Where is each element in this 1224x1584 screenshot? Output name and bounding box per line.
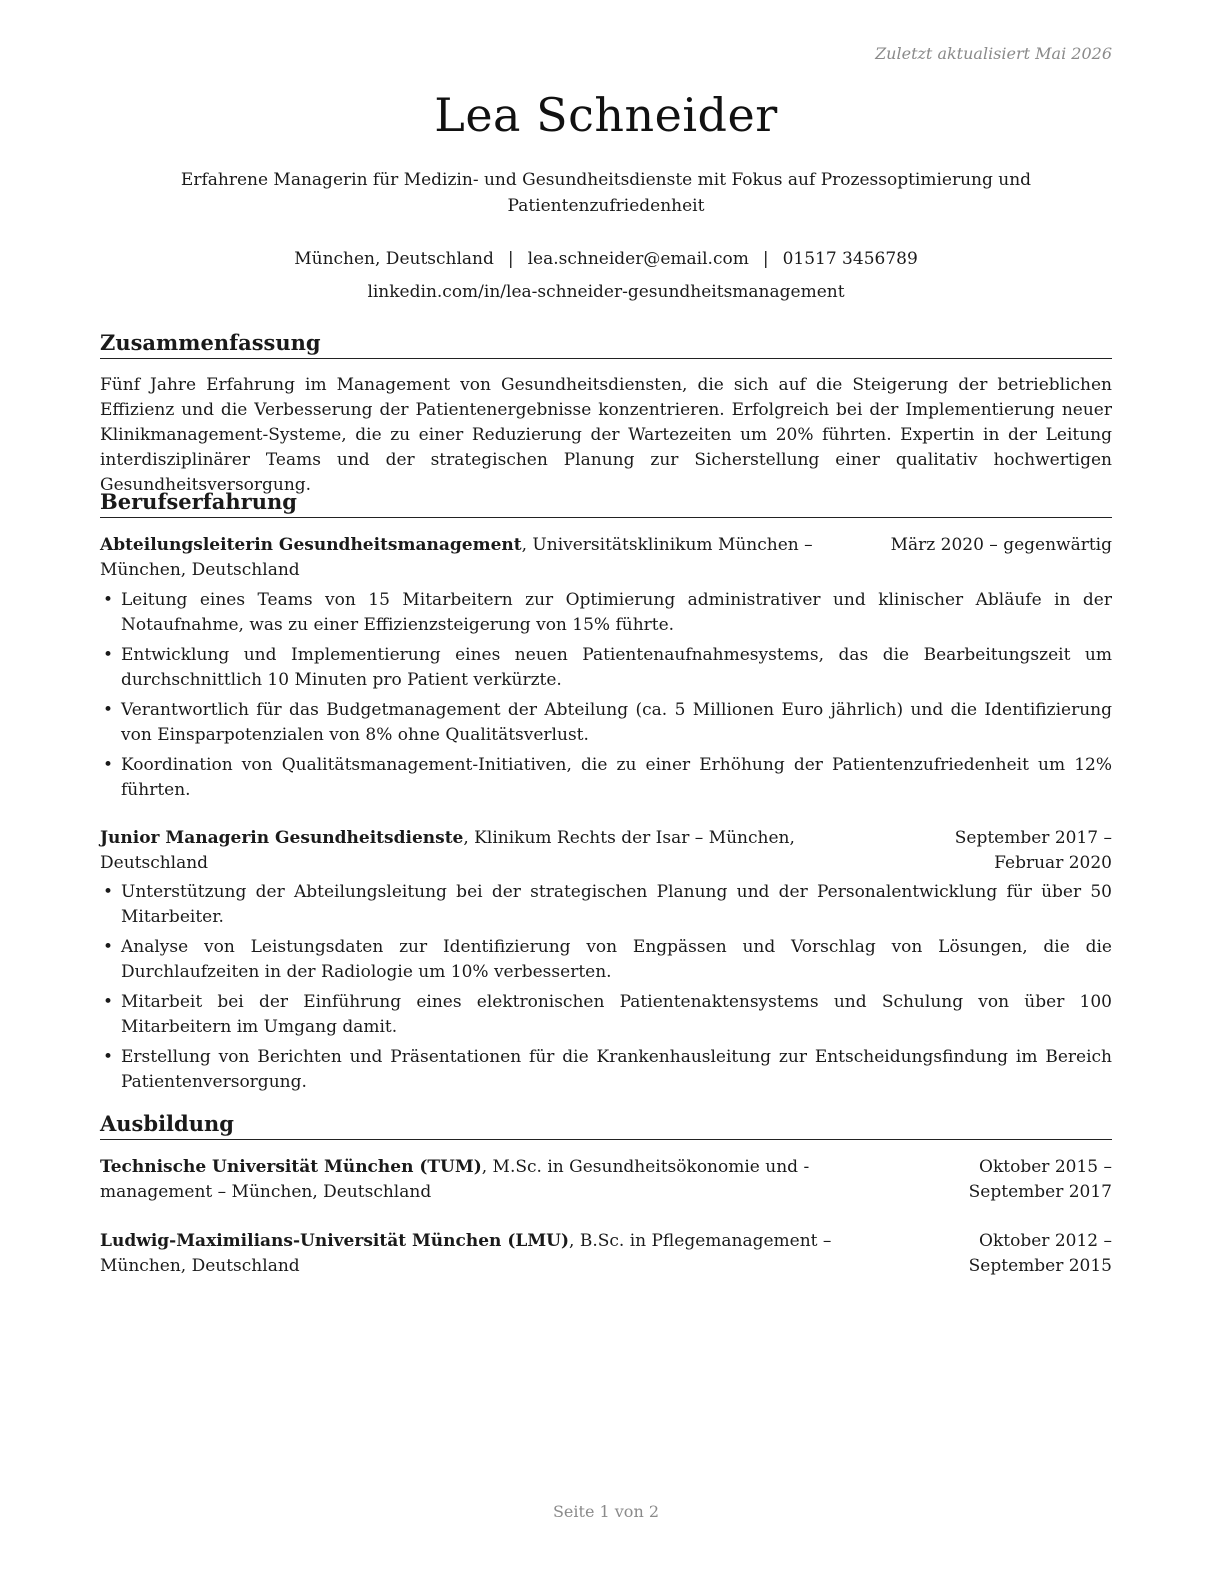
list-item: • Koordination von Qualitätsmanagement-Initiativen, die zu einer Erhöhung der Patientenzufriedenheit um 12% führten. xyxy=(103,755,1112,800)
school-name: Technische Universität München (TUM) xyxy=(100,1157,482,1177)
contact-line xyxy=(100,246,1112,272)
bullet-icon: • xyxy=(103,1047,114,1067)
section-title-experience: Berufserfahrung xyxy=(100,488,1112,518)
section-title-summary: Zusammenfassung xyxy=(100,329,1112,359)
bullet-icon: • xyxy=(103,755,114,775)
bullet-icon: • xyxy=(103,992,114,1012)
list-item: • Verantwortlich für das Budgetmanagement der Abteilung (ca. 5 Millionen Euro jährlich) und die Identifizierung von Einsparpotenzialen von 8% ohne Qualitätsverlust. xyxy=(103,700,1112,745)
list-item: • Erstellung von Berichten und Präsentationen für die Krankenhausleitung zur Entscheidungsfindung im Bereich Patientenversorgung. xyxy=(103,1047,1112,1092)
job-title-line xyxy=(100,826,880,876)
phone: 01517 3456789 xyxy=(782,249,918,269)
list-item: • Leitung eines Teams von 15 Mitarbeitern zur Optimierung administrativer und klinischer Abläufe in der Notaufnahme, was zu einer Effizienzsteigerung von 15% führte. xyxy=(103,590,1112,635)
last-updated: Zuletzt aktualisiert Mai 2026 xyxy=(875,44,1112,63)
job-bullets xyxy=(100,588,1112,808)
page-number: Seite 1 von 2 xyxy=(552,1502,660,1521)
bullet-icon: • xyxy=(103,645,114,665)
education-dates: Oktober 2015 – September 2017 xyxy=(968,1157,1112,1202)
linkedin-link[interactable]: linkedin.com/in/lea-schneider-gesundheitsmanagement xyxy=(367,282,845,302)
education-item xyxy=(100,1229,1112,1279)
education-dates: Oktober 2012 – September 2015 xyxy=(968,1231,1112,1276)
job-role: Junior Managerin Gesundheitsdienste xyxy=(100,828,464,848)
bullet-icon: • xyxy=(103,700,114,720)
bullet-icon: • xyxy=(103,882,114,902)
email-link[interactable]: lea.schneider@email.com xyxy=(527,249,749,269)
degree: , M.Sc. in Gesundheitsökonomie und -management – München, Deutschland xyxy=(100,1157,810,1202)
separator: | xyxy=(507,249,514,269)
resume-page xyxy=(100,0,1112,1584)
job-dates: März 2020 – gegenwärtig xyxy=(890,535,1112,555)
job-org: , Universitätsklinikum München – München, Deutschland xyxy=(100,535,813,580)
job-header xyxy=(100,826,1112,876)
job-header xyxy=(100,533,1112,583)
bullet-icon: • xyxy=(103,590,114,610)
headline: Erfahrene Managerin für Medizin- und Gesundheitsdienste mit Fokus auf Prozessoptimierung und Patientenzufriedenheit xyxy=(180,170,1032,216)
bullet-icon: • xyxy=(103,937,114,957)
job-bullets xyxy=(100,880,1112,1100)
section-title-education: Ausbildung xyxy=(100,1110,1112,1140)
list-item: • Entwicklung und Implementierung eines neuen Patientenaufnahmesystems, das die Bearbeitungszeit um durchschnittlich 10 Minuten pro Patient verkürzte. xyxy=(103,645,1112,690)
education-title-line xyxy=(100,1155,880,1205)
degree: , B.Sc. in Pflegemanagement – München, Deutschland xyxy=(100,1231,832,1276)
list-item: • Mitarbeit bei der Einführung eines elektronischen Patientenaktensystems und Schulung von über 100 Mitarbeitern im Umgang damit. xyxy=(103,992,1112,1037)
education-item xyxy=(100,1155,1112,1205)
job-title-line xyxy=(100,533,880,583)
list-item: • Unterstützung der Abteilungsleitung bei der strategischen Planung und der Personalentwicklung für über 50 Mitarbeiter. xyxy=(103,882,1112,927)
job-role: Abteilungsleiterin Gesundheitsmanagement xyxy=(100,535,522,555)
separator: | xyxy=(762,249,769,269)
education-title-line xyxy=(100,1229,880,1279)
candidate-name: Lea Schneider xyxy=(434,88,778,142)
list-item: • Analyse von Leistungsdaten zur Identifizierung von Engpässen und Vorschlag von Lösungen, die die Durchlaufzeiten in der Radiologie um 10% verbesserten. xyxy=(103,937,1112,982)
summary-text: Fünf Jahre Erfahrung im Management von Gesundheitsdiensten, die sich auf die Steigerung der betrieblichen Effizienz und die Verbesserung der Patientenergebnisse konzentrieren. Erfolgreich bei der Implementierung neuer Klinikmanagement-Systeme, die zu einer Reduzierung der Wartezeiten um 20% führten. Expertin in der Leitung interdisziplinärer Teams und der strategischen Planung zur Sicherstellung einer qualitativ hochwertigen Gesundheitsversorgung. xyxy=(100,375,1112,495)
job-dates: September 2017 – Februar 2020 xyxy=(954,828,1112,873)
location: München, Deutschland xyxy=(294,249,494,269)
job-org: , Klinikum Rechts der Isar – München, Deutschland xyxy=(100,828,795,873)
school-name: Ludwig-Maximilians-Universität München (LMU) xyxy=(100,1231,570,1251)
